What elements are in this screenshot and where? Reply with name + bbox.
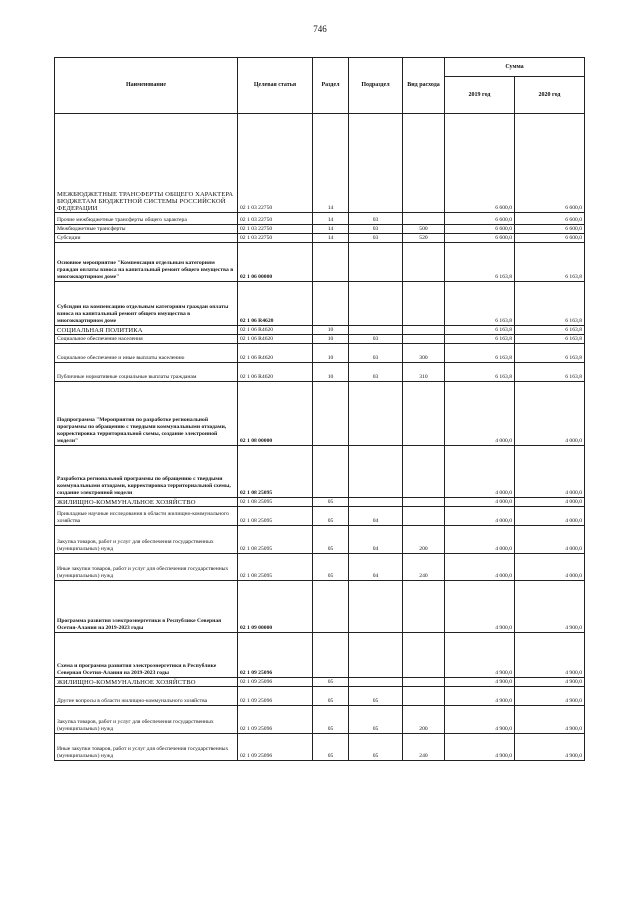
table-row (55, 687, 585, 706)
row-sum-2019-cell: 4 000,0 (445, 382, 515, 446)
row-expense-type-cell (403, 498, 445, 507)
header-section: Раздел (313, 58, 349, 114)
row-target-article-cell: 02 1 06 00000 (238, 243, 313, 282)
header-sum: Сумма (445, 58, 585, 77)
row-sum-2019-cell: 6 163,8 (445, 344, 515, 363)
row-target-article-cell: 02 1 09 00000 (238, 581, 313, 633)
row-section-cell: 14 (313, 225, 349, 234)
row-subsection-cell: 03 (349, 363, 403, 382)
row-name-cell: Закупка товаров, работ и услуг для обеспечения государственных (муниципальных) нужд (55, 526, 238, 554)
row-target-article-cell: 02 1 08 25095 (238, 507, 313, 526)
row-target-article-cell: 02 1 06 R4620 (238, 282, 313, 326)
row-section-cell: 14 (313, 234, 349, 243)
row-section-cell: 05 (313, 678, 349, 687)
table-row (55, 507, 585, 526)
row-subsection-cell (349, 633, 403, 678)
row-name-cell: Разработка региональной программы по обращению с твердыми коммунальными отходами, корректировка территориальной схемы, создание электронной модели (55, 446, 238, 498)
row-expense-type-cell: 240 (403, 554, 445, 581)
row-target-article-cell: 02 1 03 22750 (238, 234, 313, 243)
row-expense-type-cell: 200 (403, 706, 445, 734)
row-target-article-cell: 02 1 08 25095 (238, 446, 313, 498)
row-sum-2020-cell: 4 000,0 (515, 526, 585, 554)
row-expense-type-cell (403, 213, 445, 225)
row-target-article-cell: 02 1 06 R4620 (238, 326, 313, 335)
row-target-article-cell: 02 1 03 22750 (238, 213, 313, 225)
table-row (55, 344, 585, 363)
row-target-article-cell: 02 1 09 25096 (238, 678, 313, 687)
row-sum-2019-cell: 6 163,8 (445, 282, 515, 326)
row-expense-type-cell: 200 (403, 526, 445, 554)
row-name-cell: Прочие межбюджетные трансферты общего характера (55, 213, 238, 225)
row-sum-2020-cell: 4 000,0 (515, 507, 585, 526)
row-expense-type-cell (403, 446, 445, 498)
row-target-article-cell: 02 1 03 22750 (238, 225, 313, 234)
row-subsection-cell: 03 (349, 344, 403, 363)
row-target-article-cell: 02 1 08 00000 (238, 382, 313, 446)
row-subsection-cell: 05 (349, 687, 403, 706)
table-row (55, 678, 585, 687)
row-name-cell: ЖИЛИЩНО-КОММУНАЛЬНОЕ ХОЗЯЙСТВО (55, 498, 238, 507)
row-sum-2019-cell: 6 163,8 (445, 243, 515, 282)
row-section-cell (313, 633, 349, 678)
table-row (55, 554, 585, 581)
row-target-article-cell: 02 1 08 25095 (238, 554, 313, 581)
header-subsection: Подраздел (349, 58, 403, 114)
row-section-cell: 05 (313, 687, 349, 706)
row-subsection-cell (349, 498, 403, 507)
row-section-cell: 05 (313, 706, 349, 734)
row-expense-type-cell: 520 (403, 234, 445, 243)
row-target-article-cell: 02 1 06 R4620 (238, 344, 313, 363)
row-sum-2019-cell: 4 000,0 (445, 498, 515, 507)
row-sum-2020-cell: 4 900,0 (515, 687, 585, 706)
page-number: 746 (313, 24, 327, 34)
table-row (55, 363, 585, 382)
row-sum-2020-cell: 4 000,0 (515, 554, 585, 581)
row-sum-2020-cell: 4 000,0 (515, 498, 585, 507)
row-name-cell: Другие вопросы в области жилищно-коммунального хозяйства (55, 687, 238, 706)
row-subsection-cell (349, 678, 403, 687)
row-expense-type-cell (403, 382, 445, 446)
row-name-cell: МЕЖБЮДЖЕТНЫЕ ТРАНСФЕРТЫ ОБЩЕГО ХАРАКТЕРА БЮДЖЕТАМ БЮДЖЕТНОЙ СИСТЕМЫ РОССИЙСКОЙ ФЕДЕРАЦИИ (55, 114, 238, 213)
table-row (55, 706, 585, 734)
row-subsection-cell (349, 114, 403, 213)
row-subsection-cell: 03 (349, 225, 403, 234)
row-name-cell: Иные закупки товаров, работ и услуг для обеспечения государственных (муниципальных) нужд (55, 734, 238, 761)
row-sum-2019-cell: 4 900,0 (445, 734, 515, 761)
row-expense-type-cell: 300 (403, 344, 445, 363)
header-name: Наименование (55, 58, 238, 114)
table-row (55, 326, 585, 335)
row-section-cell: 05 (313, 498, 349, 507)
row-sum-2020-cell: 4 900,0 (515, 734, 585, 761)
row-target-article-cell: 02 1 09 25096 (238, 687, 313, 706)
row-name-cell: ЖИЛИЩНО-КОММУНАЛЬНОЕ ХОЗЯЙСТВО (55, 678, 238, 687)
row-sum-2019-cell: 6 600,0 (445, 225, 515, 234)
table-row (55, 335, 585, 344)
row-sum-2019-cell: 6 600,0 (445, 114, 515, 213)
table-row (55, 446, 585, 498)
header-target-article: Целевая статья (238, 58, 313, 114)
row-sum-2019-cell: 4 900,0 (445, 687, 515, 706)
row-sum-2019-cell: 4 000,0 (445, 446, 515, 498)
row-sum-2020-cell: 4 900,0 (515, 706, 585, 734)
row-subsection-cell (349, 243, 403, 282)
row-section-cell: 05 (313, 507, 349, 526)
row-section-cell: 10 (313, 335, 349, 344)
row-sum-2019-cell: 4 000,0 (445, 554, 515, 581)
row-section-cell (313, 446, 349, 498)
table-row (55, 498, 585, 507)
row-section-cell: 05 (313, 554, 349, 581)
row-name-cell: Прикладные научные исследования в области жилищно-коммунального хозяйства (55, 507, 238, 526)
row-sum-2019-cell: 4 900,0 (445, 706, 515, 734)
row-sum-2020-cell: 6 163,8 (515, 282, 585, 326)
row-sum-2020-cell: 6 163,8 (515, 363, 585, 382)
row-expense-type-cell (403, 581, 445, 633)
row-name-cell: Социальное обеспечение и иные выплаты населению (55, 344, 238, 363)
row-name-cell: Закупка товаров, работ и услуг для обеспечения государственных (муниципальных) нужд (55, 706, 238, 734)
row-subsection-cell: 05 (349, 734, 403, 761)
row-sum-2020-cell: 4 900,0 (515, 678, 585, 687)
row-sum-2020-cell: 4 900,0 (515, 633, 585, 678)
row-section-cell (313, 282, 349, 326)
row-target-article-cell: 02 1 09 25096 (238, 633, 313, 678)
row-expense-type-cell (403, 678, 445, 687)
row-section-cell: 10 (313, 344, 349, 363)
row-target-article-cell: 02 1 06 R4620 (238, 363, 313, 382)
row-expense-type-cell (403, 243, 445, 282)
header-expense-type: Вид расхода (403, 58, 445, 114)
row-sum-2020-cell: 6 163,8 (515, 335, 585, 344)
row-sum-2020-cell: 6 600,0 (515, 114, 585, 213)
table-row (55, 114, 585, 213)
row-expense-type-cell: 500 (403, 225, 445, 234)
table-row (55, 734, 585, 761)
row-subsection-cell: 04 (349, 554, 403, 581)
row-sum-2020-cell: 4 000,0 (515, 382, 585, 446)
row-sum-2019-cell: 6 163,8 (445, 363, 515, 382)
row-section-cell: 05 (313, 526, 349, 554)
row-subsection-cell: 03 (349, 213, 403, 225)
table-row (55, 234, 585, 243)
budget-table (54, 57, 585, 761)
row-target-article-cell: 02 1 08 25095 (238, 526, 313, 554)
row-sum-2019-cell: 6 163,8 (445, 335, 515, 344)
row-subsection-cell (349, 282, 403, 326)
row-sum-2020-cell: 4 900,0 (515, 581, 585, 633)
row-expense-type-cell (403, 507, 445, 526)
row-name-cell: Основное мероприятие "Компенсация отдельным категориям граждан оплаты взноса на капитальный ремонт общего имущества в многоквартирном доме" (55, 243, 238, 282)
row-section-cell: 05 (313, 734, 349, 761)
table-body (55, 114, 585, 761)
row-subsection-cell (349, 382, 403, 446)
row-section-cell: 14 (313, 114, 349, 213)
table-row (55, 243, 585, 282)
row-sum-2020-cell: 6 163,8 (515, 344, 585, 363)
row-target-article-cell: 02 1 08 25095 (238, 498, 313, 507)
row-subsection-cell: 03 (349, 234, 403, 243)
row-subsection-cell: 03 (349, 335, 403, 344)
row-name-cell: Программа развития электроэнергетики в Республике Северная Осетия-Алания на 2019-2023 годы (55, 581, 238, 633)
row-section-cell (313, 581, 349, 633)
row-sum-2019-cell: 4 000,0 (445, 507, 515, 526)
row-subsection-cell: 04 (349, 507, 403, 526)
row-sum-2020-cell: 6 600,0 (515, 225, 585, 234)
row-name-cell: Субсидии на компенсацию отдельным категориям граждан оплаты взноса на капитальный ремонт общего имущества в многоквартирном доме (55, 282, 238, 326)
table-row (55, 581, 585, 633)
row-section-cell: 10 (313, 326, 349, 335)
row-name-cell: Социальное обеспечение населения (55, 335, 238, 344)
row-subsection-cell: 05 (349, 706, 403, 734)
row-name-cell: Публичные нормативные социальные выплаты гражданам (55, 363, 238, 382)
row-sum-2019-cell: 6 600,0 (445, 234, 515, 243)
row-subsection-cell (349, 581, 403, 633)
row-name-cell: Иные закупки товаров, работ и услуг для обеспечения государственных (муниципальных) нужд (55, 554, 238, 581)
row-expense-type-cell (403, 114, 445, 213)
row-expense-type-cell: 240 (403, 734, 445, 761)
row-sum-2019-cell: 6 163,8 (445, 326, 515, 335)
row-subsection-cell (349, 326, 403, 335)
row-expense-type-cell (403, 326, 445, 335)
row-name-cell: Схема и программа развития электроэнергетики в Республике Северная Осетия-Алания на 2019-2023 годы (55, 633, 238, 678)
row-target-article-cell: 02 1 09 25096 (238, 734, 313, 761)
table-row (55, 213, 585, 225)
row-section-cell: 14 (313, 213, 349, 225)
row-name-cell: Субсидии (55, 234, 238, 243)
row-sum-2019-cell: 4 000,0 (445, 526, 515, 554)
row-expense-type-cell (403, 282, 445, 326)
row-sum-2020-cell: 6 600,0 (515, 213, 585, 225)
row-sum-2019-cell: 6 600,0 (445, 213, 515, 225)
row-sum-2020-cell: 6 600,0 (515, 234, 585, 243)
header-year-2020: 2020 год (515, 77, 585, 114)
table-row (55, 282, 585, 326)
row-expense-type-cell (403, 633, 445, 678)
row-name-cell: Межбюджетные трансферты (55, 225, 238, 234)
row-subsection-cell (349, 446, 403, 498)
row-sum-2019-cell: 4 900,0 (445, 678, 515, 687)
row-subsection-cell: 04 (349, 526, 403, 554)
table-row (55, 382, 585, 446)
row-target-article-cell: 02 1 06 R4620 (238, 335, 313, 344)
row-name-cell: Подпрограмма "Мероприятия по разработке региональной программы по обращению с твердыми коммунальными отходами, корректировка территориальной схемы, создание электронной модели" (55, 382, 238, 446)
table-row (55, 526, 585, 554)
row-sum-2020-cell: 4 000,0 (515, 446, 585, 498)
row-expense-type-cell (403, 687, 445, 706)
header-year-2019: 2019 год (445, 77, 515, 114)
row-target-article-cell: 02 1 09 25096 (238, 706, 313, 734)
row-expense-type-cell: 310 (403, 363, 445, 382)
row-sum-2019-cell: 4 900,0 (445, 581, 515, 633)
row-sum-2020-cell: 6 163,8 (515, 326, 585, 335)
row-sum-2020-cell: 6 163,8 (515, 243, 585, 282)
table-row (55, 633, 585, 678)
row-expense-type-cell (403, 335, 445, 344)
table-row (55, 225, 585, 234)
row-section-cell (313, 243, 349, 282)
row-section-cell (313, 382, 349, 446)
row-sum-2019-cell: 4 900,0 (445, 633, 515, 678)
row-section-cell: 10 (313, 363, 349, 382)
row-target-article-cell: 02 1 03 22750 (238, 114, 313, 213)
row-name-cell: СОЦИАЛЬНАЯ ПОЛИТИКА (55, 326, 238, 335)
